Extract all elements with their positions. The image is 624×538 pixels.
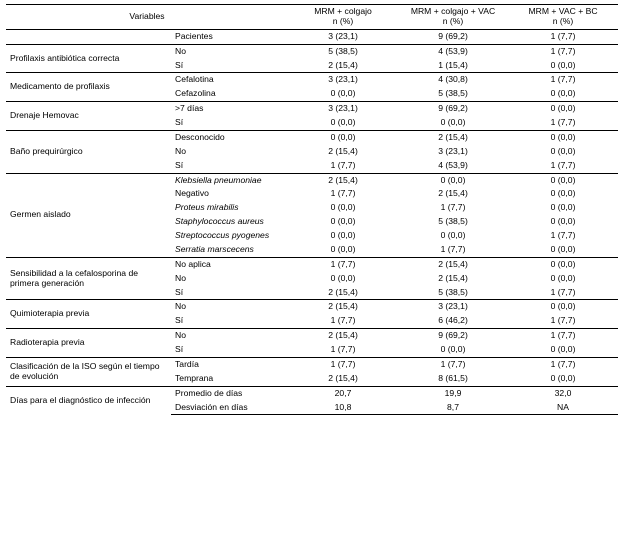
value-cell-group-3: 0 (0,0): [550, 188, 576, 199]
table-row: [6, 102, 618, 116]
category-label-cell: Sí: [175, 159, 184, 170]
value-cell-group-2: 4 (53,9): [398, 44, 508, 58]
value-cell-group-3: 0 (0,0): [550, 59, 576, 70]
table-row: [6, 300, 618, 314]
value-cell-group-1: 2 (15,4): [288, 300, 398, 314]
category-label-cell: >7 días: [171, 102, 288, 116]
value-cell-group-1: 0 (0,0): [330, 216, 356, 227]
value-cell-group-1: 0 (0,0): [330, 117, 356, 127]
value-cell-group-3: 1 (7,7): [508, 329, 618, 343]
table-row: [6, 329, 618, 343]
table-row: [6, 29, 618, 44]
category-label-cell: Sí: [175, 59, 184, 70]
value-cell-group-1: 3 (23,1): [288, 73, 398, 87]
value-cell-group-2: 0 (0,0): [440, 117, 466, 127]
category-label-cell: Klebsiella pneumoniae: [171, 173, 288, 187]
category-label-cell: Temprana: [175, 372, 214, 383]
category-label-cell: Cefazolina: [175, 88, 216, 99]
value-cell-group-3: 0 (0,0): [508, 300, 618, 314]
variable-name-cell: Radioterapia previa: [6, 329, 171, 358]
value-cell-group-2: 9 (69,2): [438, 30, 468, 41]
header-group-3-line1: MRM + VAC + BC: [528, 6, 598, 16]
category-label-cell: Pacientes: [175, 30, 213, 41]
variable-name-cell: Baño prequirúrgico: [6, 130, 171, 173]
table-row: [6, 357, 618, 371]
header-group-2-line2: n (%): [442, 15, 464, 26]
value-cell-group-3: 0 (0,0): [550, 344, 576, 354]
value-cell-group-1: 2 (15,4): [288, 173, 398, 187]
value-cell-group-1: 1 (7,7): [288, 357, 398, 371]
value-cell-group-2: 19,9: [398, 386, 508, 400]
value-cell-group-1: 0 (0,0): [330, 243, 356, 254]
value-cell-group-3: 1 (7,7): [550, 159, 576, 170]
category-label-cell: No aplica: [171, 257, 288, 271]
category-label-cell: Desviación en días: [171, 401, 288, 415]
value-cell-group-2: 2 (15,4): [438, 272, 468, 283]
value-cell-group-2: 0 (0,0): [398, 173, 508, 187]
value-cell-group-3: 0 (0,0): [550, 216, 576, 227]
value-cell-group-2: 1 (15,4): [438, 59, 468, 70]
category-label-cell: Sí: [175, 286, 184, 297]
variable-name-cell: Clasificación de la ISO según el tiempo de evolución: [6, 357, 171, 386]
value-cell-group-1: 2 (15,4): [328, 145, 358, 156]
category-label-cell: No: [171, 300, 288, 314]
value-cell-group-2: 4 (30,8): [398, 73, 508, 87]
header-row: [6, 5, 618, 30]
table-row: [6, 386, 618, 400]
table-head: [6, 5, 618, 30]
table-row: [6, 257, 618, 271]
value-cell-group-2: 3 (23,1): [438, 145, 468, 156]
value-cell-group-1: 2 (15,4): [288, 329, 398, 343]
value-cell-group-1: 3 (23,1): [288, 102, 398, 116]
value-cell-group-1: 0 (0,0): [330, 88, 356, 99]
value-cell-group-3: 0 (0,0): [550, 202, 576, 213]
value-cell-group-1: 0 (0,0): [330, 230, 356, 240]
category-label-cell: No: [175, 145, 186, 156]
value-cell-group-2: 1 (7,7): [440, 202, 466, 213]
value-cell-group-3: 0 (0,0): [508, 102, 618, 116]
value-cell-group-2: 5 (38,5): [438, 286, 468, 297]
value-cell-group-1: 2 (15,4): [328, 286, 358, 297]
value-cell-group-3: 1 (7,7): [508, 73, 618, 87]
category-label-cell: No: [171, 329, 288, 343]
value-cell-group-2: 0 (0,0): [440, 230, 466, 240]
header-group-2-line1: MRM + colgajo + VAC: [410, 6, 496, 16]
value-cell-group-2: 9 (69,2): [398, 102, 508, 116]
value-cell-group-3: 0 (0,0): [550, 88, 576, 99]
variable-name-cell: Medicamento de profilaxis: [6, 73, 171, 102]
value-cell-group-2: 1 (7,7): [398, 357, 508, 371]
value-cell-group-3: 1 (7,7): [550, 286, 576, 297]
category-label-cell: Cefalotina: [171, 73, 288, 87]
variable-name-cell: Sensibilidad a la cefalosporina de primera generación: [6, 257, 171, 300]
value-cell-group-3: 32,0: [508, 386, 618, 400]
value-cell-group-1: 5 (38,5): [288, 44, 398, 58]
category-label-cell: Sí: [175, 117, 184, 127]
value-cell-group-3: 1 (7,7): [550, 117, 576, 127]
value-cell-group-3: 1 (7,7): [550, 30, 576, 41]
value-cell-group-1: 10,8: [288, 401, 398, 415]
value-cell-group-1: 3 (23,1): [328, 30, 358, 41]
value-cell-group-1: 20,7: [288, 386, 398, 400]
value-cell-group-3: 0 (0,0): [508, 173, 618, 187]
category-label-cell: Proteus mirabilis: [175, 202, 239, 213]
variable-name-cell: Quimioterapia previa: [6, 300, 171, 329]
value-cell-group-1: 1 (7,7): [330, 315, 356, 326]
category-label-cell: Negativo: [175, 188, 209, 199]
value-cell-group-1: 1 (7,7): [288, 257, 398, 271]
value-cell-group-2: 2 (15,4): [398, 257, 508, 271]
value-cell-group-1: 1 (7,7): [330, 188, 356, 199]
header-group-1-line2: n (%): [332, 15, 354, 26]
value-cell-group-2: 1 (7,7): [440, 243, 466, 254]
variable-name-cell: Drenaje Hemovac: [6, 102, 171, 131]
header-group-1: [288, 5, 398, 30]
value-cell-group-1: 0 (0,0): [288, 130, 398, 144]
category-label-cell: No: [171, 44, 288, 58]
variable-name-cell: Germen aislado: [6, 173, 171, 257]
value-cell-group-2: 8,7: [398, 401, 508, 415]
category-label-cell: Staphylococcus aureus: [175, 216, 264, 227]
table-body: [6, 29, 618, 415]
value-cell-group-3: 0 (0,0): [550, 372, 576, 383]
category-label-cell: Streptococcus pyogenes: [175, 230, 270, 240]
value-cell-group-1: 2 (15,4): [328, 59, 358, 70]
header-variables: [6, 5, 288, 30]
table-row: [6, 73, 618, 87]
value-cell-group-1: 2 (15,4): [328, 372, 358, 383]
value-cell-group-3: 0 (0,0): [550, 145, 576, 156]
value-cell-group-2: 9 (69,2): [398, 329, 508, 343]
value-cell-group-2: 4 (53,9): [438, 159, 468, 170]
header-group-3: [508, 5, 618, 30]
value-cell-group-2: 6 (46,2): [438, 315, 468, 326]
category-label-cell: Sí: [175, 344, 184, 354]
value-cell-group-3: 0 (0,0): [508, 130, 618, 144]
value-cell-group-3: 1 (7,7): [550, 315, 576, 326]
value-cell-group-1: 1 (7,7): [330, 159, 356, 170]
table-row: [6, 173, 618, 187]
value-cell-group-2: 8 (61,5): [438, 372, 468, 383]
category-label-cell: Serratia marscecens: [175, 243, 254, 254]
value-cell-group-3: NA: [508, 401, 618, 415]
header-group-3-line2: n (%): [552, 15, 574, 26]
category-label-cell: Promedio de días: [171, 386, 288, 400]
category-label-cell: Tardía: [171, 357, 288, 371]
value-cell-group-2: 2 (15,4): [398, 130, 508, 144]
value-cell-group-3: 0 (0,0): [550, 272, 576, 283]
header-group-2: [398, 5, 508, 30]
category-label-cell: Sí: [175, 315, 184, 326]
value-cell-group-1: 0 (0,0): [330, 272, 356, 283]
value-cell-group-2: 5 (38,5): [438, 88, 468, 99]
value-cell-group-2: 3 (23,1): [398, 300, 508, 314]
value-cell-group-3: 0 (0,0): [508, 257, 618, 271]
variable-name-cell: Días para el diagnóstico de infección: [6, 386, 171, 415]
value-cell-group-3: 1 (7,7): [508, 44, 618, 58]
category-label-cell: No: [175, 272, 186, 283]
value-cell-group-2: 0 (0,0): [440, 344, 466, 354]
variable-name-cell: Profilaxis antibiótica correcta: [6, 44, 171, 73]
value-cell-group-1: 0 (0,0): [330, 202, 356, 213]
value-cell-group-3: 1 (7,7): [508, 357, 618, 371]
value-cell-group-1: 1 (7,7): [330, 344, 356, 354]
table-row: [6, 130, 618, 144]
variable-name-cell: [6, 29, 171, 44]
header-variables-label: Variables: [129, 10, 165, 21]
value-cell-group-2: 2 (15,4): [438, 188, 468, 199]
table-row: [6, 44, 618, 58]
header-group-1-line1: MRM + colgajo: [314, 6, 372, 16]
value-cell-group-3: 0 (0,0): [550, 243, 576, 254]
category-label-cell: Desconocido: [171, 130, 288, 144]
value-cell-group-3: 1 (7,7): [550, 230, 576, 240]
value-cell-group-2: 5 (38,5): [438, 216, 468, 227]
results-table: [6, 4, 618, 415]
